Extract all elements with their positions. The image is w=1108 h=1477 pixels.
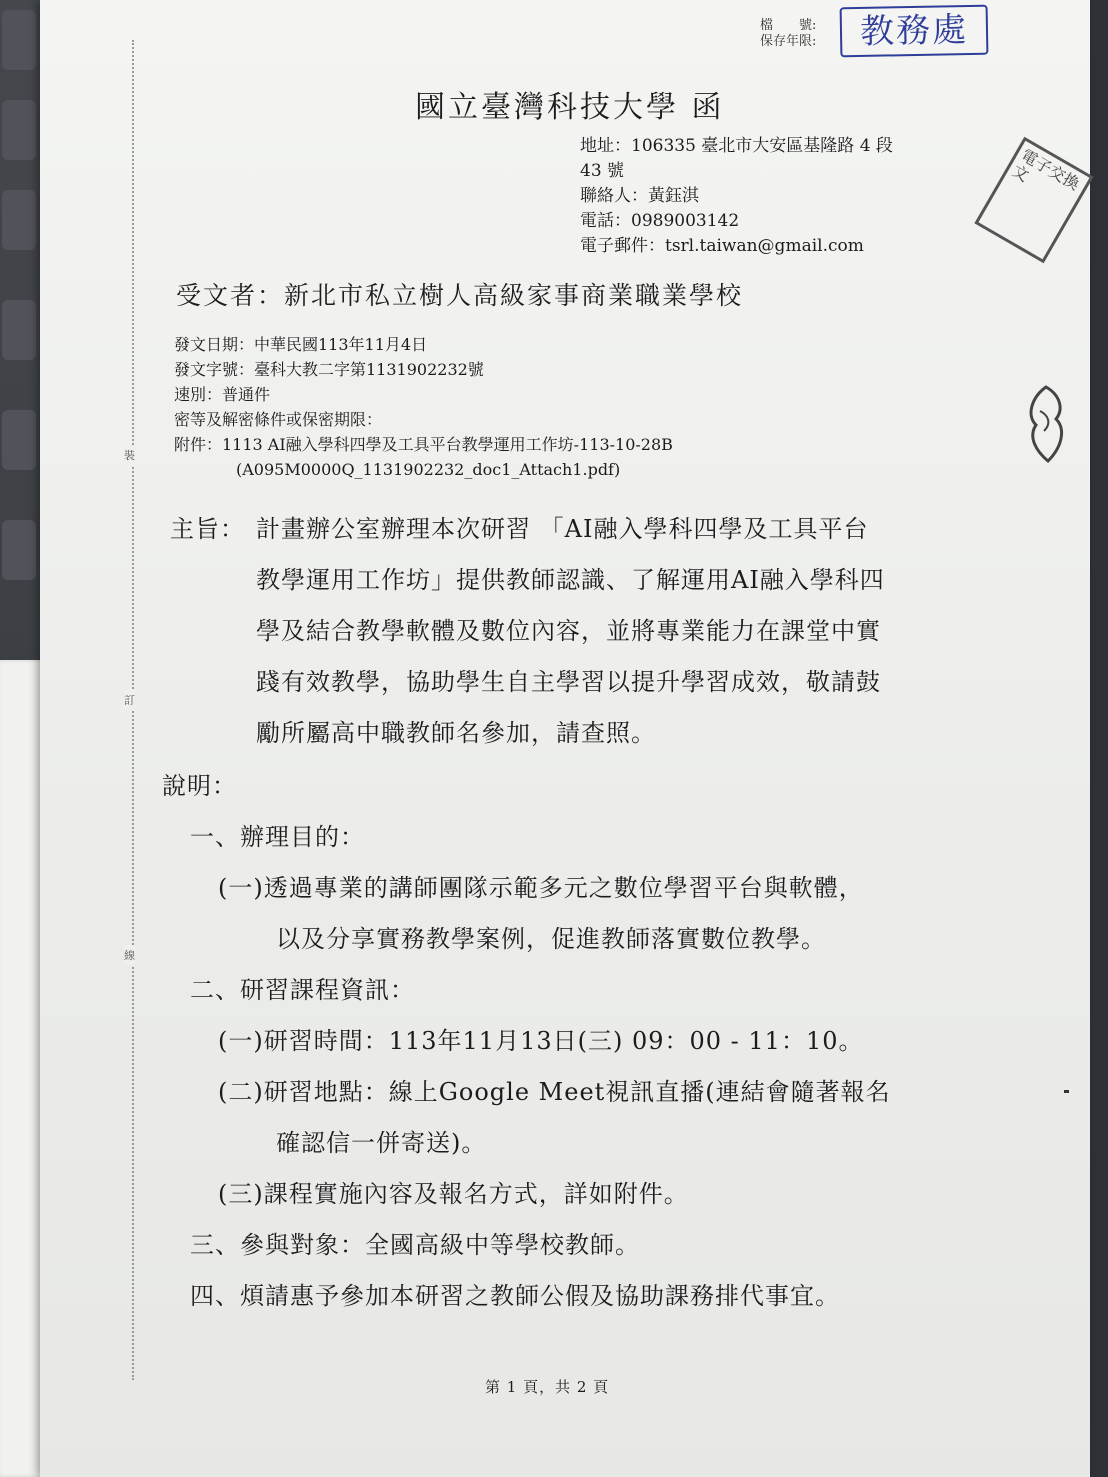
binding-mark: 裝 [124, 445, 135, 465]
subject-line: 勵所屬高中職教師名參加，請查照。 [256, 719, 656, 747]
file-no-label: 檔 號: [760, 18, 817, 33]
attachment: 附件：1113 AI融入學科四學及工具平台教學運用工作坊-113-10-28B [174, 435, 673, 454]
subject-line: 踐有效教學，協助學生自主學習以提升學習成效，敬請鼓 [256, 668, 881, 696]
secrecy-level: 密等及解密條件或保密期限： [174, 410, 383, 429]
email: 電子郵件：tsrl.taiwan@gmail.com [580, 236, 864, 256]
key [2, 100, 36, 160]
attachment-file: (A095M0000Q_1131902232_doc1_Attach1.pdf) [236, 460, 621, 479]
subject-line: 教學運用工作坊」提供教師認識、了解運用AI融入學科四 [256, 566, 885, 594]
explanation-label: 說明： [162, 772, 237, 800]
subject-line: 學及結合教學軟體及數位內容，並將專業能力在課堂中實 [256, 617, 881, 645]
department-stamp: 教務處 [840, 5, 989, 58]
page-footer: 第 1 頁，共 2 頁 [485, 1378, 610, 1396]
document-number: 發文字號：臺科大教二字第1131902232號 [174, 360, 484, 379]
list-item-cont: 確認信一併寄送)。 [276, 1129, 487, 1157]
key [2, 190, 36, 250]
issue-date: 發文日期：中華民國113年11月4日 [174, 335, 428, 354]
document-meta [174, 332, 914, 482]
binding-mark: 訂 [124, 690, 135, 710]
document-page [40, 0, 1090, 1477]
document-title: 國立臺灣科技大學 函 [415, 90, 725, 125]
list-item: (一)透過專業的講師團隊示範多元之數位學習平台與軟體， [218, 874, 864, 902]
ink-dot [1064, 1090, 1069, 1093]
section-heading: 一、辦理目的： [190, 823, 365, 851]
seal-mark-icon [1026, 385, 1066, 465]
binding-mark: 線 [124, 945, 135, 965]
subject-label: 主旨： [170, 515, 245, 543]
list-item: (一)研習時間：113年11月13日(三) 09：00 - 11：10。 [218, 1027, 864, 1055]
subject-row [170, 504, 990, 555]
phone: 電話：0989003142 [580, 211, 740, 231]
exchange-seal: 電子交換文 [974, 137, 1093, 264]
list-item: (二)研習地點：線上Google Meet視訊直播(連結會隨著報名 [218, 1078, 891, 1106]
key [2, 520, 36, 580]
list-item-cont: 以及分享實務教學案例，促進教師落實數位教學。 [276, 925, 826, 953]
key [2, 410, 36, 470]
contact-person: 聯絡人：黃鈺淇 [580, 186, 699, 206]
list-item: (三)課程實施內容及報名方式，詳如附件。 [218, 1180, 689, 1208]
key [2, 300, 36, 360]
subject-line: 計畫辦公室辦理本次研習 「AI融入學科四學及工具平台 [256, 515, 869, 543]
retention-label: 保存年限: [760, 34, 817, 49]
recipient: 受文者：新北市私立樹人高級家事商業職業學校 [176, 281, 744, 310]
section-heading: 二、研習課程資訊： [190, 976, 415, 1004]
document-body [162, 504, 990, 1322]
address-line: 地址：106335 臺北市大安區基隆路 4 段 [580, 136, 893, 156]
sender-info [580, 134, 960, 259]
section-heading: 三、參與對象：全國高級中等學校教師。 [190, 1231, 640, 1259]
desk-background [1088, 0, 1108, 1477]
file-labels [760, 18, 816, 50]
section-heading: 四、煩請惠予參加本研習之教師公假及協助課務排代事宜。 [190, 1282, 840, 1310]
binding-line [132, 40, 134, 1380]
key [2, 10, 36, 70]
address-line: 43 號 [580, 161, 625, 181]
delivery-speed: 速別：普通件 [174, 385, 271, 404]
